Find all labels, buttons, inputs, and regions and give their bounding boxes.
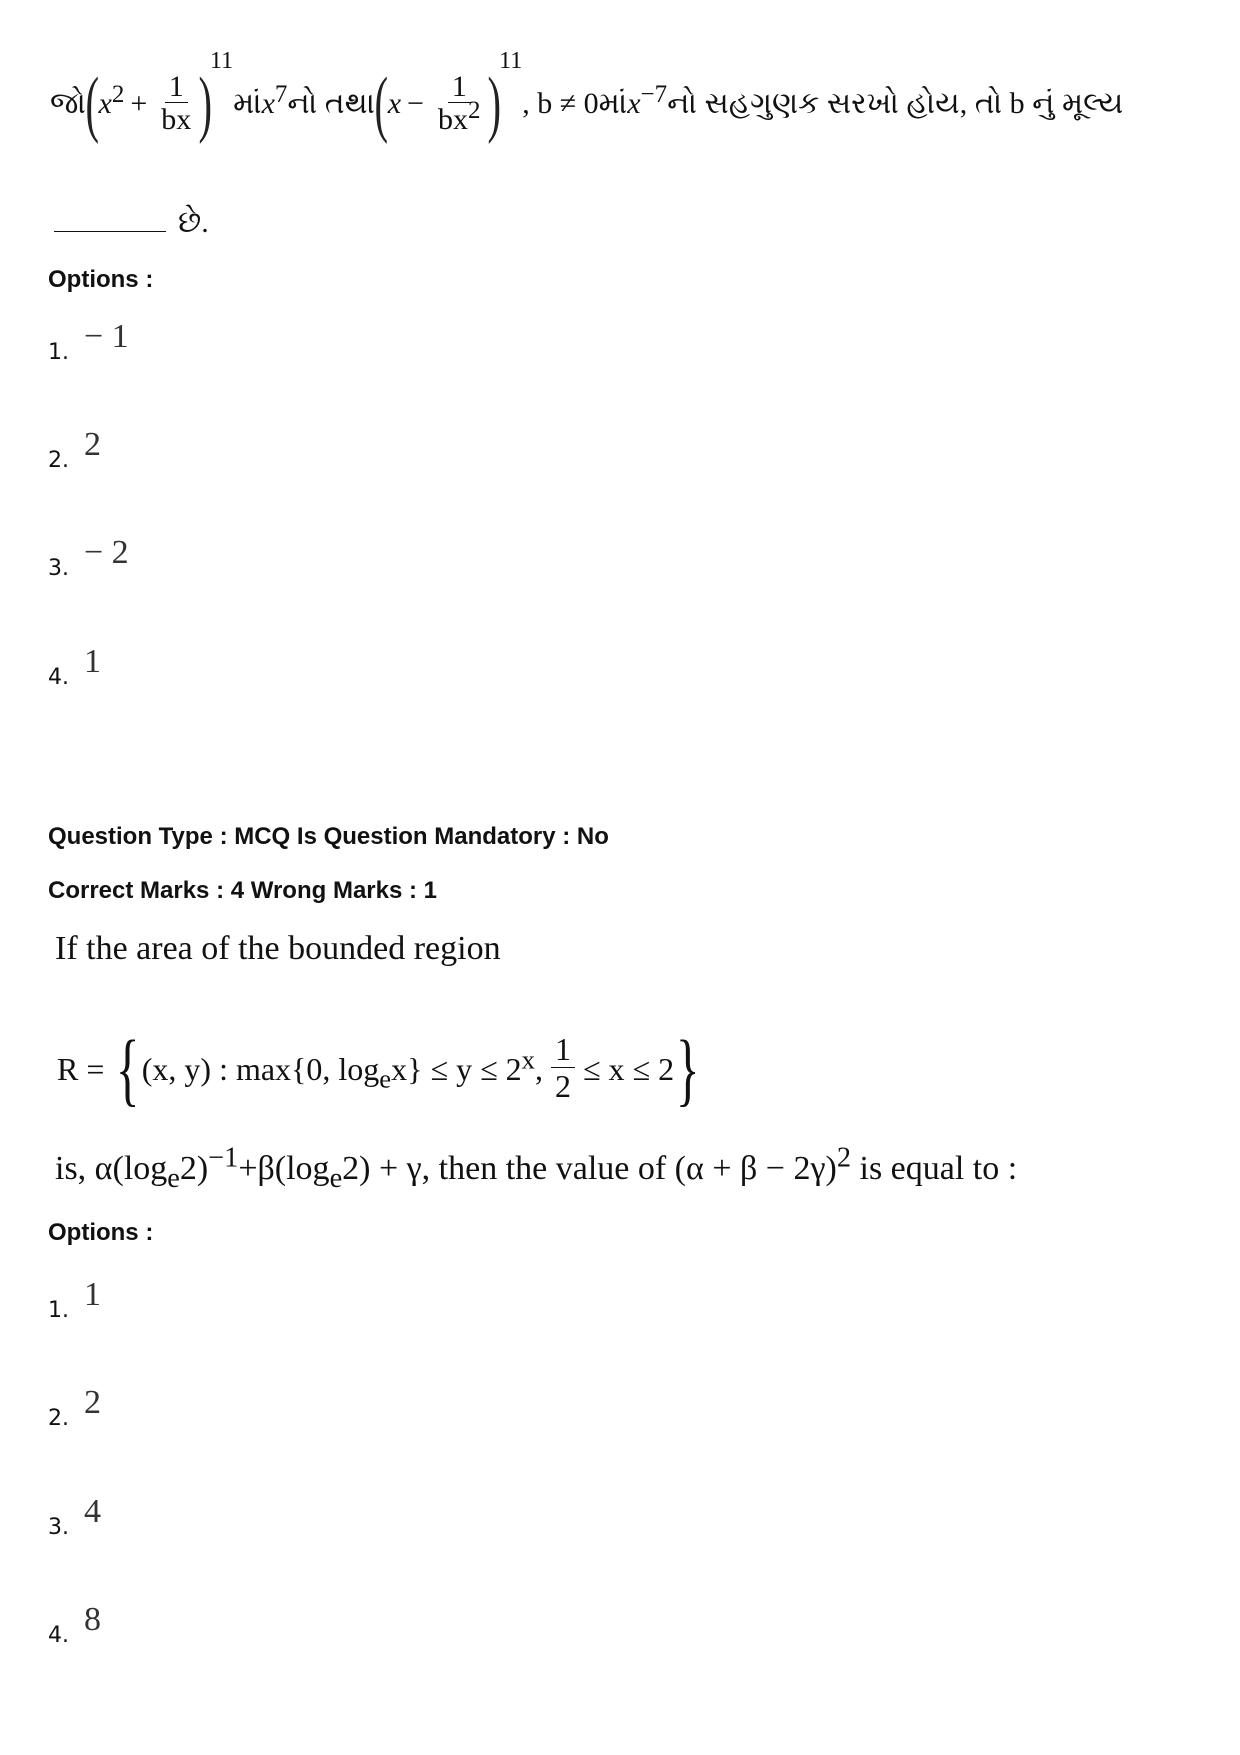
option-value: 2 <box>84 426 101 463</box>
q1-end-text: છે. <box>178 206 209 239</box>
option-value: 4 <box>84 1493 101 1530</box>
left-paren: ( <box>85 63 99 145</box>
fraction-1-over-bx2 <box>434 71 485 138</box>
q1-blank-line <box>54 203 209 240</box>
r-equals: R = <box>57 1050 105 1087</box>
question-2-intro: If the area of the bounded region <box>55 930 501 967</box>
fraction-half <box>551 1033 575 1104</box>
right-brace: } <box>675 1023 700 1114</box>
option-value: 8 <box>84 1601 101 1638</box>
term-x-minus7: $x^{-7}$ <box>627 81 668 120</box>
q1-option-3[interactable] <box>48 534 129 584</box>
set-part-c: ≤ x ≤ 2 <box>582 1050 675 1087</box>
frac2-numerator: 1 <box>448 71 471 104</box>
q1-mid-text-2: નો તથા <box>287 87 376 120</box>
answer-blank <box>54 203 166 232</box>
frac2-denominator: $bx^2$ <box>437 97 481 136</box>
exponent-1: 11 <box>209 48 234 74</box>
area-expression: is, $\alpha(\log_e2)^{-1}+\beta(\log_e2) + \gamma$, then the value of $(\alpha + \beta - 2\gamma)^2$ is equal to : <box>55 1142 1018 1194</box>
option-value: 1 <box>84 643 101 680</box>
right-paren-2: ) <box>487 63 502 145</box>
option-number: 1. <box>48 1298 69 1323</box>
option-number: 4. <box>48 1623 69 1648</box>
q2-option-1[interactable] <box>48 1276 101 1326</box>
plus-sign: + <box>130 87 148 120</box>
set-part-a: (x, y) : max{0, $\log_ex\} \le y \le 2^x$, <box>141 1043 543 1093</box>
option-value: − 1 <box>84 318 129 355</box>
option-number: 1. <box>48 340 69 365</box>
marks-line: Correct Marks : 4 Wrong Marks : 1 <box>48 877 438 904</box>
option-number: 2. <box>48 448 69 473</box>
option-value: 2 <box>84 1384 101 1421</box>
option-number: 3. <box>48 1515 69 1540</box>
question-1-statement <box>50 48 1124 154</box>
q2-option-4[interactable] <box>48 1601 101 1651</box>
q1-option-4[interactable] <box>48 643 101 693</box>
minus-sign: − <box>407 87 424 120</box>
expr1-base: $x^2$ <box>98 81 125 120</box>
frac1-denominator: bx <box>161 103 192 136</box>
half-denominator: 2 <box>554 1067 571 1104</box>
option-number: 3. <box>48 556 69 581</box>
q1-option-2[interactable] <box>48 426 101 476</box>
options-heading-1: Options : <box>48 266 154 293</box>
half-numerator: 1 <box>551 1033 575 1068</box>
option-value: 1 <box>84 1276 101 1313</box>
option-value: − 2 <box>84 534 129 571</box>
q1-mid-text-3: માં <box>598 87 628 120</box>
left-paren-2: ( <box>374 63 389 145</box>
options-heading-2: Options : <box>48 1219 154 1246</box>
q2-option-3[interactable] <box>48 1493 101 1543</box>
frac1-numerator: 1 <box>165 71 188 104</box>
q1-lead: જો <box>50 87 86 120</box>
q1-mid-text-1: માં <box>233 87 262 120</box>
expr2-base: x <box>387 87 402 120</box>
q1-tail-text: નો સહગુણક સરખો હોય, તો b નું મૂલ્ય <box>667 87 1124 120</box>
option-number: 2. <box>48 1406 69 1431</box>
region-definition <box>57 1014 957 1124</box>
q1-option-1[interactable] <box>48 318 129 368</box>
question-type-line: Question Type : MCQ Is Question Mandatory : No <box>48 823 609 850</box>
term-x7: $x^7$ <box>261 81 288 120</box>
q2-option-2[interactable] <box>48 1384 101 1434</box>
right-paren: ) <box>198 63 213 145</box>
left-brace: { <box>116 1023 140 1114</box>
exponent-2: 11 <box>499 48 523 74</box>
fraction-1-over-bx <box>157 71 195 138</box>
option-number: 4. <box>48 665 69 690</box>
q1-condition: , b ≠ 0 <box>522 87 599 120</box>
